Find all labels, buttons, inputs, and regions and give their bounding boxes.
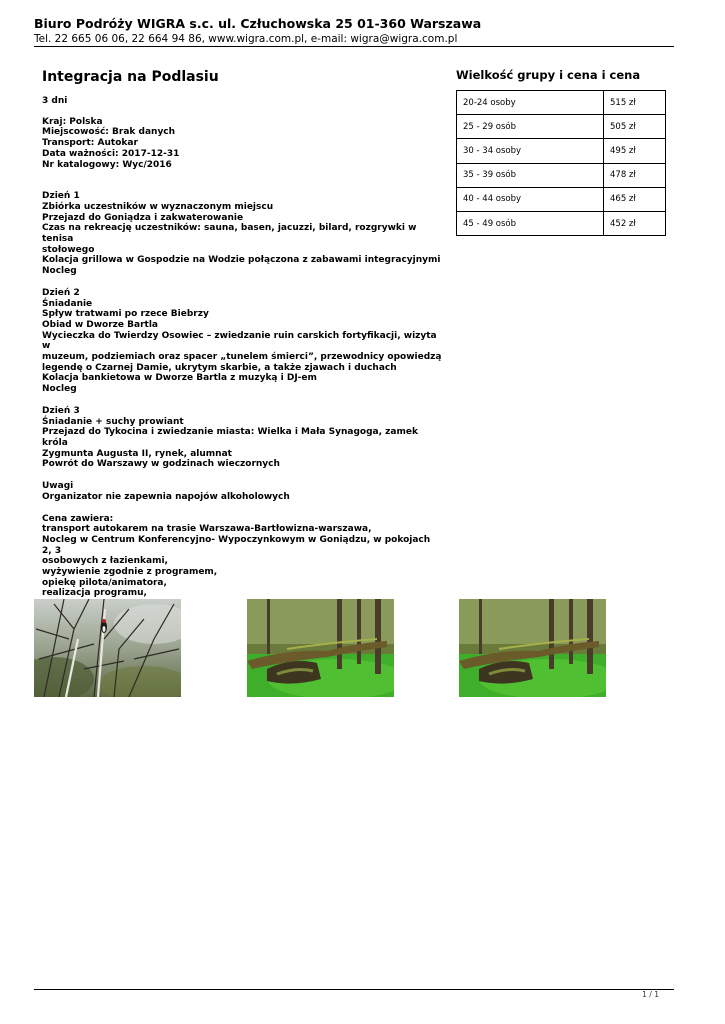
price-cell: 478 zł [604, 163, 666, 187]
table-row [457, 187, 666, 211]
day-1-line: Czas na rekreację uczestników: sauna, basen, jacuzzi, bilard, rozgrywki w tenisa [42, 223, 417, 245]
detail-valid-until: Data ważności: 2017-12-31 [42, 148, 180, 159]
photo-birch-woodpecker [34, 599, 181, 697]
page-number: 1 / 1 [642, 990, 659, 999]
price-cell: 495 zł [604, 139, 666, 163]
day-3-line: Powrót do Warszawy w godzinach wieczornych [42, 459, 280, 470]
price-includes-line: osobowych z łazienkami, [42, 556, 168, 567]
detail-location: Miejscowość: Brak danych [42, 127, 176, 138]
footer-divider [34, 989, 674, 990]
price-includes-line: realizacja programu, [42, 588, 147, 599]
day-1-section [42, 191, 442, 277]
price-includes-heading: Cena zawiera: [42, 513, 114, 524]
photo-forest-log [247, 599, 394, 697]
day-2-line: Wycieczka do Twierdzy Osowiec – zwiedzanie ruin carskich fortyfikacji, wizyta w [42, 330, 437, 352]
day-3-line: Przejazd do Tykocina i zwiedzanie miasta: Wielka i Mała Synagoga, zamek króla [42, 427, 418, 448]
table-row [457, 163, 666, 187]
header-divider [34, 46, 674, 47]
day-1-line: Kolacja grillowa w Gospodzie na Wodzie połączona z zabawami integracyjnymi [42, 255, 441, 266]
day-3-line: Śniadanie + suchy prowiant [42, 416, 184, 427]
day-1-line: Przejazd do Goniądza i zakwaterowanie [42, 212, 244, 223]
table-row [457, 139, 666, 163]
day-2-line: Spływ tratwami po rzece Biebrzy [42, 309, 209, 320]
group-size-cell: 20-24 osoby [457, 91, 604, 115]
offer-title: Integracja na Podlasiu [42, 69, 219, 85]
price-cell: 505 zł [604, 115, 666, 139]
day-3-heading: Dzień 3 [42, 405, 80, 416]
detail-catalog-number: Nr katalogowy: Wyc/2016 [42, 159, 172, 170]
photo-forest-log [459, 599, 606, 697]
day-2-line: Obiad w Dworze Bartla [42, 319, 158, 330]
company-contact: Tel. 22 665 06 06, 22 664 94 86, www.wigra.com.pl, e-mail: wigra@wigra.com.pl [34, 33, 458, 45]
group-size-cell: 30 - 34 osoby [457, 139, 604, 163]
price-cell: 515 zł [604, 91, 666, 115]
notes-line: Organizator nie zapewnia napojów alkoholowych [42, 491, 290, 502]
day-2-line: legendę o Czarnej Damie, ukrytym skarbie, a także zjawach i duchach [42, 362, 397, 373]
notes-section [42, 481, 442, 502]
price-cell: 465 zł [604, 187, 666, 211]
price-includes-line: Nocleg w Centrum Konferencyjno- Wypoczynkowym w Goniądzu, w pokojach 2, 3 [42, 534, 431, 556]
offer-duration: 3 dni [42, 96, 68, 106]
group-size-cell: 45 - 49 osób [457, 211, 604, 235]
day-2-line: muzeum, podziemiach oraz spacer „tunelem śmierci”, przewodnicy opowiedzą [42, 352, 442, 363]
day-1-line: stołowego [42, 244, 95, 255]
price-includes-line: transport autokarem na trasie Warszawa-Bartłowizna-warszawa, [42, 524, 372, 535]
notes-heading: Uwagi [42, 481, 74, 492]
table-row [457, 91, 666, 115]
group-size-cell: 25 - 29 osób [457, 115, 604, 139]
price-includes-line: wyżywienie zgodnie z programem, [42, 567, 218, 578]
day-3-section [42, 406, 442, 470]
day-2-section [42, 288, 442, 395]
day-1-line: Nocleg [42, 266, 77, 277]
pricing-panel [456, 68, 666, 236]
offer-content [42, 68, 442, 621]
detail-country: Kraj: Polska [42, 116, 103, 127]
table-row [457, 115, 666, 139]
day-2-line: Śniadanie [42, 298, 93, 309]
day-2-line: Kolacja bankietowa w Dworze Bartla z muzyką i DJ-em [42, 373, 317, 384]
company-name: Biuro Podróży WIGRA s.c. ul. Człuchowska 25 01-360 Warszawa [34, 16, 482, 31]
day-2-line: Nocleg [42, 384, 77, 395]
price-includes-line: opiekę pilota/animatora, [42, 577, 167, 588]
day-2-heading: Dzień 2 [42, 287, 80, 298]
group-size-cell: 35 - 39 osób [457, 163, 604, 187]
day-1-line: Zbiórka uczestników w wyznaczonym miejscu [42, 201, 274, 212]
table-row [457, 211, 666, 235]
pricing-table [456, 90, 666, 236]
offer-details [42, 117, 442, 171]
day-3-line: Zygmunta Augusta II, rynek, alumnat [42, 448, 232, 459]
detail-transport: Transport: Autokar [42, 138, 138, 149]
document-header [34, 16, 674, 46]
price-cell: 452 zł [604, 211, 666, 235]
pricing-title: Wielkość grupy i cena i cena [456, 68, 641, 82]
day-1-heading: Dzień 1 [42, 191, 80, 202]
group-size-cell: 40 - 44 osoby [457, 187, 604, 211]
